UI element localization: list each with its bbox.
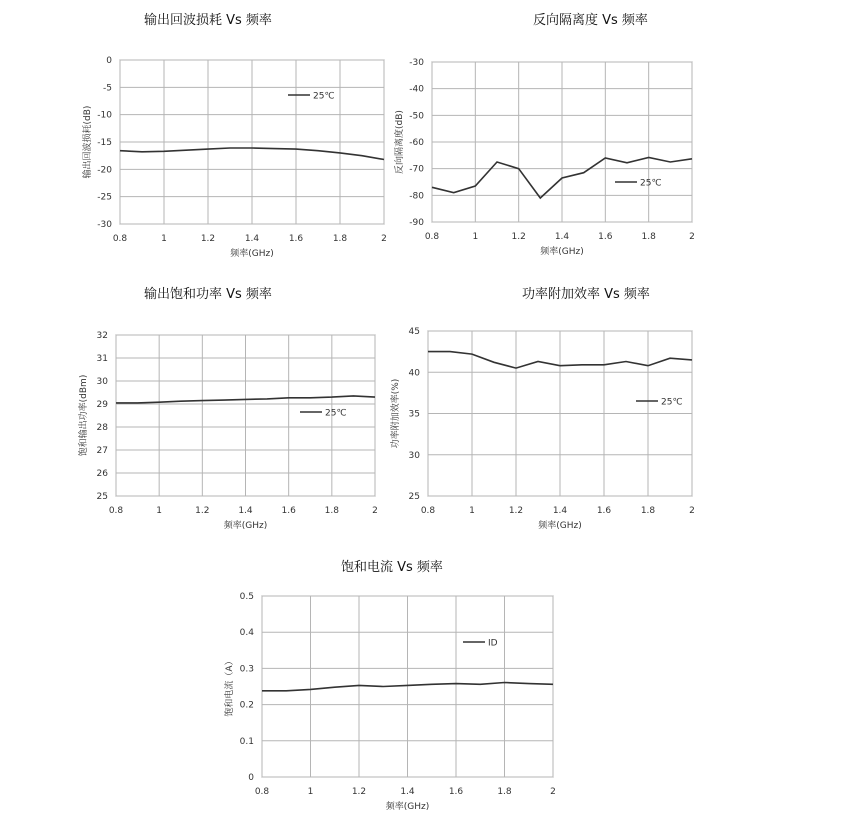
y-axis-label: 功率附加效率(%) bbox=[391, 378, 401, 449]
y-tick-label: 29 bbox=[96, 400, 108, 410]
y-tick-label: 0.3 bbox=[239, 664, 254, 675]
x-tick-label: 1.6 bbox=[281, 506, 296, 516]
y-axis-label: 饱和电流（A） bbox=[225, 656, 235, 717]
x-tick-label: 0.8 bbox=[112, 234, 128, 244]
chart-title: 输出回波损耗 Vs 频率 bbox=[144, 13, 272, 28]
legend-label: 25℃ bbox=[325, 408, 347, 419]
x-tick-label: 2 bbox=[689, 232, 695, 242]
y-tick-label: 31 bbox=[96, 354, 108, 364]
y-tick-label: -90 bbox=[409, 218, 424, 228]
chart-title: 反向隔离度 Vs 频率 bbox=[533, 13, 648, 28]
x-tick-label: 2 bbox=[689, 506, 695, 516]
y-tick-label: 0.4 bbox=[239, 628, 254, 639]
y-tick-label: 0.2 bbox=[239, 700, 254, 711]
y-tick-label: 32 bbox=[96, 331, 108, 341]
x-tick-label: 1.2 bbox=[351, 787, 367, 797]
x-tick-label: 1 bbox=[469, 506, 475, 516]
x-tick-label: 2 bbox=[372, 506, 378, 516]
y-tick-label: 0 bbox=[106, 56, 112, 66]
x-tick-label: 1.2 bbox=[200, 234, 216, 244]
y-tick-label: 0.5 bbox=[239, 592, 254, 602]
x-tick-label: 1.6 bbox=[448, 787, 464, 797]
x-tick-label: 1 bbox=[156, 506, 163, 516]
y-tick-label: 30 bbox=[408, 450, 420, 461]
x-tick-label: 1.4 bbox=[238, 506, 253, 516]
legend-label: 25℃ bbox=[661, 397, 683, 408]
x-tick-label: 1.6 bbox=[598, 232, 613, 242]
x-tick-label: 1.2 bbox=[508, 506, 524, 516]
y-tick-label: -30 bbox=[409, 58, 424, 68]
y-tick-label: -40 bbox=[409, 84, 424, 95]
y-tick-label: -5 bbox=[103, 83, 112, 94]
x-tick-label: 2 bbox=[381, 234, 387, 244]
legend-label: 25℃ bbox=[640, 178, 662, 189]
y-tick-label: 26 bbox=[96, 469, 108, 479]
y-tick-label: -30 bbox=[97, 220, 112, 230]
y-tick-label: 25 bbox=[96, 492, 108, 502]
x-tick-label: 1 bbox=[161, 234, 167, 244]
x-axis-label: 频率(GHz) bbox=[385, 802, 430, 812]
x-tick-label: 1.6 bbox=[288, 234, 304, 244]
chart-title: 功率附加效率 Vs 频率 bbox=[522, 287, 650, 302]
chart-title: 饱和电流 Vs 频率 bbox=[341, 560, 443, 575]
x-tick-label: 1.8 bbox=[324, 506, 339, 516]
x-tick-label: 1.8 bbox=[641, 232, 656, 242]
y-tick-label: 27 bbox=[96, 446, 108, 456]
x-tick-label: 0.8 bbox=[420, 506, 436, 516]
x-tick-label: 1.4 bbox=[400, 787, 415, 797]
x-tick-label: 1.2 bbox=[511, 232, 526, 242]
y-axis-label: 反向隔离度(dB) bbox=[395, 110, 405, 174]
y-tick-label: 45 bbox=[408, 327, 420, 337]
x-axis-label: 频率(GHz) bbox=[223, 521, 268, 531]
x-tick-label: 0.8 bbox=[424, 232, 440, 242]
x-axis-label: 频率(GHz) bbox=[540, 247, 584, 257]
x-tick-label: 0.8 bbox=[108, 506, 124, 516]
y-tick-label: -70 bbox=[409, 164, 424, 175]
y-tick-label: 30 bbox=[96, 377, 108, 387]
legend-label: ID bbox=[488, 638, 498, 649]
x-tick-label: 0.8 bbox=[254, 787, 270, 797]
y-axis-label: 饱和输出功率(dBm) bbox=[79, 374, 89, 457]
x-tick-label: 1 bbox=[472, 232, 479, 242]
y-tick-label: 40 bbox=[408, 368, 420, 379]
x-axis-label: 频率(GHz) bbox=[230, 249, 274, 259]
y-tick-label: -20 bbox=[97, 165, 112, 176]
y-tick-label: -25 bbox=[97, 192, 112, 203]
chart-title: 输出饱和功率 Vs 频率 bbox=[144, 287, 272, 302]
x-tick-label: 1.4 bbox=[554, 232, 570, 242]
x-tick-label: 2 bbox=[550, 787, 556, 797]
y-tick-label: 35 bbox=[408, 409, 420, 420]
y-tick-label: -15 bbox=[97, 138, 112, 148]
x-axis-label: 频率(GHz) bbox=[538, 521, 582, 531]
x-tick-label: 1.4 bbox=[552, 506, 568, 516]
legend-label: 25℃ bbox=[313, 91, 335, 102]
x-tick-label: 1.6 bbox=[596, 506, 612, 516]
x-tick-label: 1.4 bbox=[244, 234, 260, 244]
y-tick-label: -50 bbox=[409, 111, 424, 122]
x-tick-label: 1.8 bbox=[497, 787, 512, 797]
x-tick-label: 1 bbox=[307, 787, 314, 797]
y-tick-label: 25 bbox=[408, 492, 420, 502]
y-tick-label: 0 bbox=[248, 773, 254, 783]
y-tick-label: -80 bbox=[409, 191, 424, 202]
y-axis-label: 输出回波损耗(dB) bbox=[83, 105, 93, 179]
y-tick-label: 0.1 bbox=[239, 736, 254, 747]
x-tick-label: 1.2 bbox=[195, 506, 210, 516]
x-tick-label: 1.8 bbox=[640, 506, 656, 516]
y-tick-label: -10 bbox=[97, 110, 112, 121]
y-tick-label: 28 bbox=[96, 423, 108, 433]
x-tick-label: 1.8 bbox=[332, 234, 348, 244]
y-tick-label: -60 bbox=[409, 138, 424, 148]
